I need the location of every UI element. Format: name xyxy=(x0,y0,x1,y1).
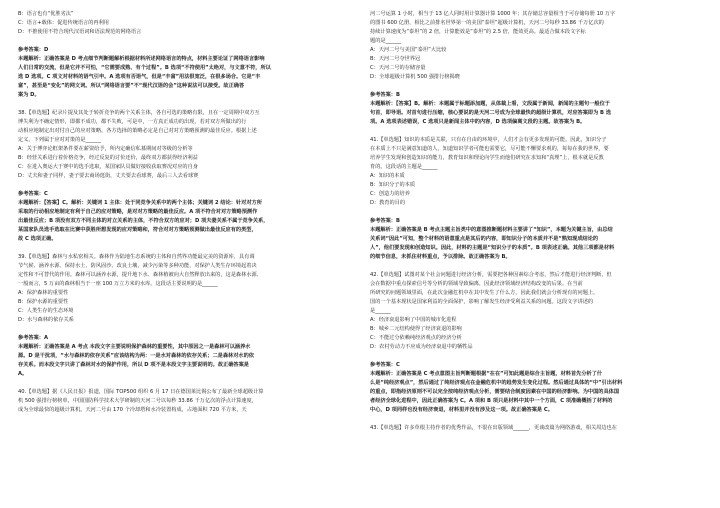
text-line: B：天河二号夺世界冠 xyxy=(370,56,421,62)
blank-line xyxy=(370,127,688,136)
text-line: A：天河二号与美国“泰坦”大比较 xyxy=(370,47,447,53)
text-line: 42.【单选题】试图对某个社会问题进行经济分析，需要把各种因素综合考虑，然后才能进行经济判断，但 xyxy=(370,272,612,278)
blank-line xyxy=(370,415,688,424)
text-line: 39.【单选题】森林与水私密相关。森林作为陆地生态系统的主体和自然界功能最完美的资源库，具有调 xyxy=(18,254,255,260)
blank-line xyxy=(370,262,688,271)
text-line: C：不能过分依赖纯经济观点的经济分析 xyxy=(370,335,462,341)
blank-line xyxy=(370,208,688,217)
blank-line xyxy=(18,37,336,46)
text-line: B：经营关系进行着价格竞争，经过反复的讨价还价，最终双方都获得经济利益 xyxy=(18,155,198,161)
left-column xyxy=(18,10,336,415)
text-line: B：城乡二元结构使得了经济衰退的影响 xyxy=(370,326,462,332)
text-line: D：不推使用不符合现代汉语词和语法规范的网络语言 xyxy=(18,29,142,35)
text-line: 38.【单选题】纪录片提及其处于转折竞争的两个关系主体，各自可选的策略有限，且在一定周期中双方互 xyxy=(18,110,260,116)
answer-line: 本题解析：【答案】C。解析：关键词 1 主体：处于同竞争关系中的两个主体；关键词 2 结论：针对对方所 xyxy=(18,200,262,206)
text-line: D：教育的目的 xyxy=(370,200,406,206)
answer-line: 关系词“因此”可知，整个材料的语意重点是其后的内容，即知识分子的本质并不是“熟知现成结论的 xyxy=(370,236,599,242)
text-line: B：知识分子的本质 xyxy=(370,182,416,188)
blank-line xyxy=(18,244,336,253)
text-line: A：保护森林的重要性 xyxy=(18,290,69,296)
answer-line: 本题解析：正确答案是 A 考点 本段文字主要说明保护森林的重要性，其中原因之一是森林可以涵养水 xyxy=(18,344,251,350)
answer-line: 出最佳反应；B 项没有双方不同主体的对立关系的主体，不符合双方的应对；D 项夫妻关系不属于竞争关系， xyxy=(18,218,269,224)
answer-line: 的重点，即指经济原则不可以完全按纯经济观点分析，需要结合制度因素在中国的经济影响。为中国的具体国 xyxy=(370,389,620,395)
answer-line: 采取的行动相应地制定有利于自己的应对策略，是对对方策略的最佳反应。A 项不符合对对方策略预测作 xyxy=(18,209,258,215)
text-line: 河二号运算 1 小时，相当于 13 亿人同时用计算器计算 1000 年；其存储总容量相当于可存储每册 10 万字 xyxy=(370,11,616,17)
answer-line: 源。D 是干扰项，“水与森林的依存关系”应该结构为两：一是水对森林的依存关系；二是森林对水的依 xyxy=(18,353,254,359)
text-line: B：语言也有“优胜劣汰” xyxy=(18,11,74,17)
answer-line: 么是“纯经济观点”，然后通过了纯经济观点在金融危机中的趋势发生变化过程。然后通过具体的“中”引出材料 xyxy=(370,380,623,386)
text-line: 持续计算速度为“泰坦”的 2 倍，计算能效是“泰坦”的 2.5 倍，能效更高。最适合做本段文字标 xyxy=(370,29,586,35)
text-line: 节气候、涵养水源、保持水土、防风固沙、改良土壤、减少污染等多种功能，对保护人类生存环境起着决 xyxy=(18,263,257,269)
right-column xyxy=(370,10,688,433)
text-line: 育的。这段话的主题是______ xyxy=(370,164,438,170)
answer-line: 某国家队员选手选取在比赛中获胜所想发现的应对策略和，符合对对方策略预测做出最佳反应有的类型， xyxy=(18,227,257,233)
answer-line: 参考答案：B xyxy=(370,218,400,224)
answer-line: 中心，D 项同样也没有经济衰退，材料里并没有涉及这一项。故正确答案是 C。 xyxy=(370,407,553,413)
answer-line: A。 xyxy=(18,371,28,377)
answer-line: 选 D 选项。C 项文对材料的语气引申。A 选项有否语气，但是“丰富”用法很宽泛，在很多场合。它是“丰 xyxy=(18,74,261,80)
text-line: 一般而言，5 万亩的森林相当于一座 100 万立方米的水库。这段话主要说明的是______ xyxy=(18,281,218,287)
text-line: A：关于博弈论框架条件要在薪资给予，所内定确信私募期间对等级的分析等 xyxy=(18,146,193,152)
text-line: D：全球超级计算机 500 强排行榜揭晓 xyxy=(370,74,460,80)
answer-line: 本题解析：【答案】B。解析：本题属于标题添加题，从体裁上看，文段属于新闻，新闻的主题句一般位于 xyxy=(370,101,610,107)
blank-line xyxy=(18,325,336,334)
text-line: 定义，下列属于应对对策的是______ xyxy=(18,137,102,143)
text-line: C：语言+载体：促进传统语言的再利用 xyxy=(18,20,109,26)
answer-line: 句首，即导语。对首句进行压缩，核心要说的是天河二号成为全球最快的超级计算机，对应答案即为 B 选 xyxy=(370,110,612,116)
text-line: 博失利为不确定情形，即都不成功，都不失败，可是中，一方真正成功的出现，若对双方所做出的行 xyxy=(18,119,247,125)
answer-line: 参考答案：B xyxy=(370,92,400,98)
text-line: 成为全球最快的超级计算机。天河二号由 170 个冷却塔和水冷装置构成，占地面积 720 平方米，天 xyxy=(18,407,247,413)
text-line: 机 500 强排行榜榜单，中国国防科学技术大学研制的天河二号以每秒 33.86 千万亿次的浮点计算速度， xyxy=(18,398,257,404)
answer-line: 参考答案：C xyxy=(18,191,48,197)
text-line: 动相应地制定出对付自己的应对策略。各方选择的策略必定是自己对对方策略预测的最佳反应。根据上述 xyxy=(18,128,257,134)
blank-line xyxy=(18,181,336,190)
text-line: 所研究的问题领域里面，在此次金融危机中在其中发生了什么方，因此我们就会分析现有的问题上， xyxy=(370,290,599,296)
text-line: C：人类生存的生态环境 xyxy=(18,308,74,314)
answer-line: 人们日常的交流，但是它并不可怕，“它需要成熟、有个过程”。B 选项“不符使用”太绝对，与文意不符，所以 xyxy=(18,65,271,71)
blank-line xyxy=(18,379,336,388)
answer-line: 故 C 选项正确。 xyxy=(18,236,57,242)
text-line: 定性和不可替代的作用。森林可以涵养水源，提升地下水、森林植被向大自然释放出来的，这是森林水源、 xyxy=(18,272,262,278)
text-line: 会在数据中重点探索信号等分析的领域导致偏离，因此经济领域经济结构改变的后果。在当前 xyxy=(370,281,583,287)
answer-line: 本题解析：正确答案是 C 考点意图主旨判断题根据“在在”可知此题是综合主旨题，材料首先分析了什 xyxy=(370,371,603,377)
text-line: B：保护水源的重要性 xyxy=(18,299,69,305)
answer-line: 本题解析：正确答案是 B 考点主题主旨类中的意图推断题材料主要讲了“知识”，本题为关键主旨，由总结 xyxy=(370,227,613,233)
answer-line: 者经济全球化进程中，因此正确答案为 C。A 项和 B 项只是材料中其中一个方面，C 项准确概括了材料的 xyxy=(370,398,613,404)
answer-line: 案为 D。 xyxy=(18,92,40,98)
answer-line: 人”，他们要发现和创造知识。因此，材料的主题是“知识分子的本质”。B 项表述正确。其他三项都是材料 xyxy=(370,245,615,251)
answer-line: 参考答案：C xyxy=(370,362,400,368)
text-line: D：农村劳动力不应成为经济衰退中的牺牲品 xyxy=(370,344,473,350)
blank-line xyxy=(370,82,688,91)
answer-line: 富”，甚至是“变化”的网文词。所以“网络语言要”不“现代汉语的会”这种说法可以接受。故正确答 xyxy=(18,83,245,89)
text-line: A：知识的本质 xyxy=(370,173,405,179)
text-line: 题的是______ xyxy=(370,38,402,44)
text-line: 培养学生发现和创造知识的能力，教育知识和理论向学生而他们研究在求知和“真理”上，根本就是反教 xyxy=(370,155,604,161)
text-line: 在本质上不只是满意知道的人，知道知识学者可能也需要它，尽可能不懈要求观的，每每在我的世界，要 xyxy=(370,146,609,152)
text-line: A：经济衰退影响了中国的城市化进程 xyxy=(370,317,457,323)
text-line: 43.【单选题】许多草根主持作者的优秀作品，不很在出版领域______，更谈改篇为网络游戏，相关周边也在 xyxy=(370,425,617,431)
text-line: D：水与森林的依存关系 xyxy=(18,317,74,323)
blank-line xyxy=(18,100,336,109)
answer-line: 项。A 选项表述错误，C 选项只是新闻主体中的内容，D 选项偏离文段的主题。故答案为 B。 xyxy=(370,119,586,125)
answer-line: 本题解析：正确答案是 D 考点细节判断题解析根据材料所述网络语言的特点，材料主要论证了网络语言影响 xyxy=(18,56,265,62)
text-line: C：天河二号的存储容量 xyxy=(370,65,426,71)
text-line: C：创造力的培养 xyxy=(370,191,410,197)
answer-line: 存关系。而本段文字只讲了森林对水的保护作用，所以 D 项不是本段文字主要说明的。故正确答案是 xyxy=(18,362,249,368)
answer-line: 的细节信息，未抓住材料重点，予以排除。故正确答案为 B。 xyxy=(370,254,511,260)
text-line: 国的一个基本现状是国家利益的全面保护，影响了解发生经济受利益关系的问题。这段文字讲述的 xyxy=(370,299,594,305)
text-line: D：丈夫和妻子同样，妻子要去商场逛街，丈夫要去看球赛，最后三人去看球赛 xyxy=(18,173,199,179)
answer-line: 参考答案：D xyxy=(18,47,49,53)
text-line: C：在进入奥运大于赛中的选手选取，某国家队员做好接收获取赛况对应的自身 xyxy=(18,164,198,170)
text-line: 的图书 600 亿册，相比之前排名世界第一的美国“泰坦”超级计算机，天河二号每秒 33.86 千万亿次的 xyxy=(370,20,604,26)
blank-line xyxy=(370,352,688,361)
text-line: 是______ xyxy=(370,308,391,314)
text-line: 41.【单选题】知识的本质是关联，只有在自由的环境中，人们才会有更多发现的可能。因此，知识分子 xyxy=(370,137,607,143)
text-line: 40.【单选题】据《人民日报》报道，国际 TOP500 组织 6 月 17 日在德国莱比锡公布了最新全球超级计算 xyxy=(18,389,264,395)
answer-line: 参考答案：A xyxy=(18,335,48,341)
